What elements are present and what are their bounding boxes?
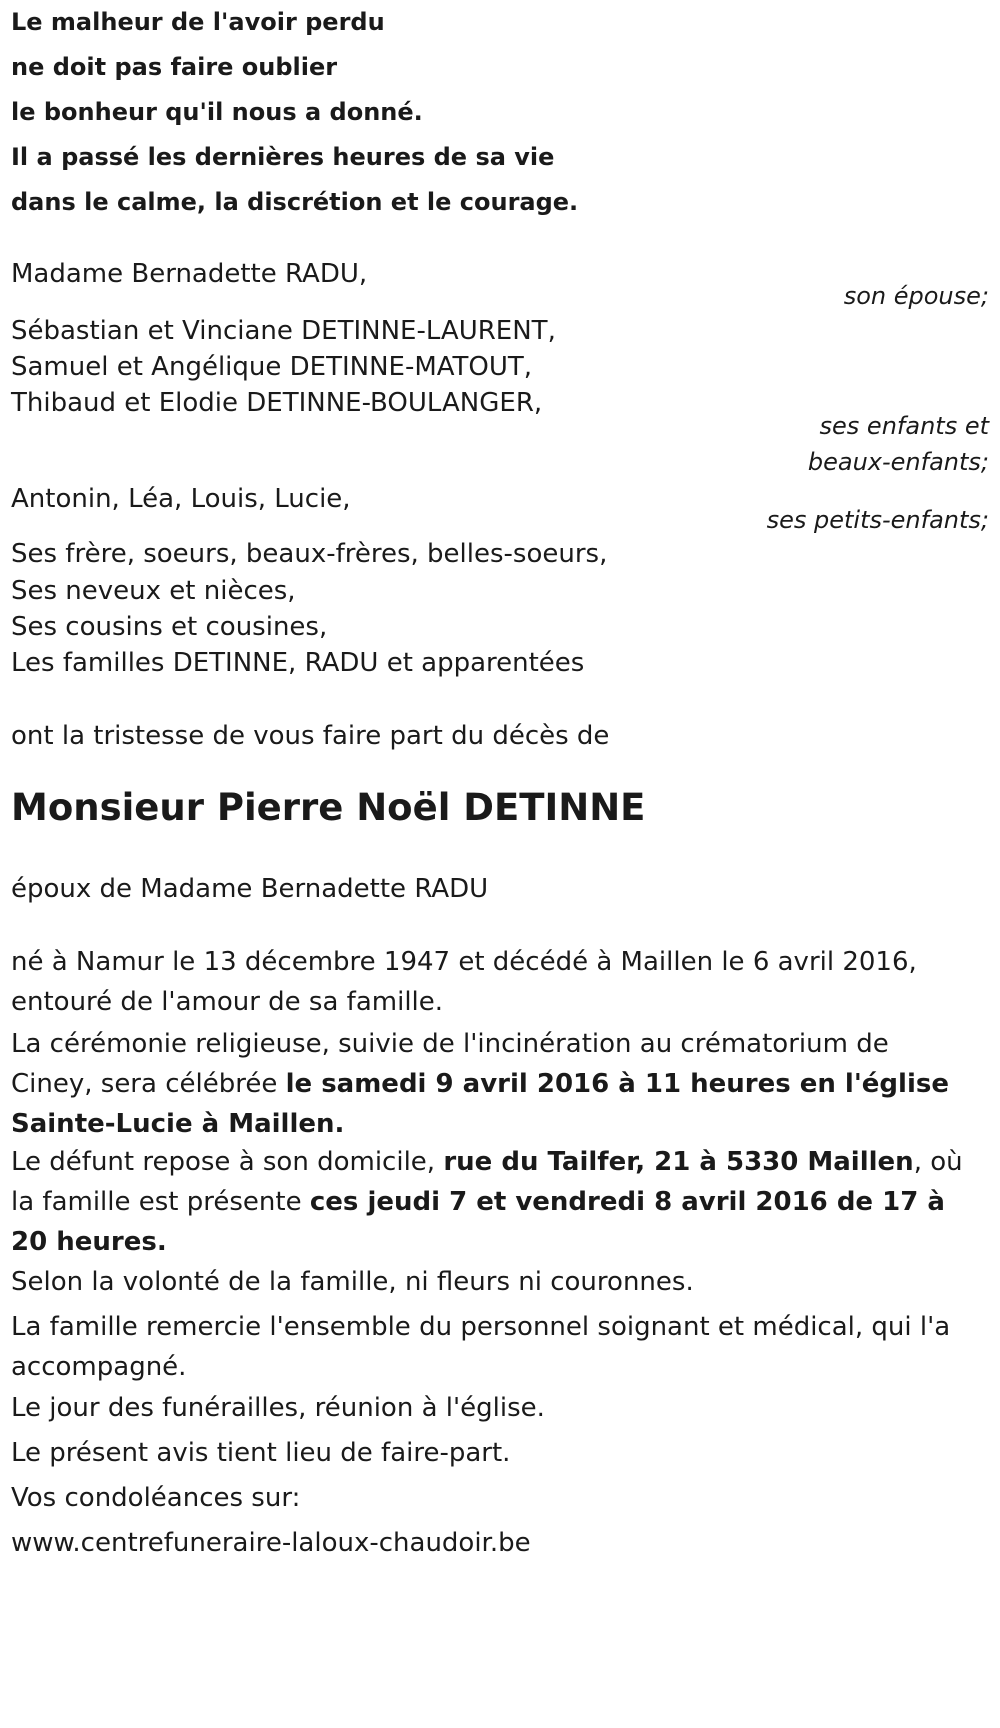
poem-line-2: ne doit pas faire oublier (11, 53, 338, 81)
spouse-name: Madame Bernadette RADU, (11, 259, 368, 289)
poem-line-1: Le malheur de l'avoir perdu (11, 8, 385, 36)
deceased-name: Monsieur Pierre Noël DETINNE (11, 786, 646, 829)
child-1: Sébastian et Vinciane DETINNE-LAURENT, (11, 316, 556, 346)
ceremony-date-place: le samedi 9 avril 2016 à 11 heures en l'église Sainte-Lucie à Maillen. (11, 1069, 949, 1139)
announcement: ont la tristesse de vous faire part du décès de (11, 721, 610, 751)
relatives-3: Ses cousins et cousines, (11, 612, 328, 642)
relatives-4: Les familles DETINNE, RADU et apparentées (11, 648, 585, 678)
thanks-paragraph: La famille remercie l'ensemble du personnel soignant et médical, qui l'a accompagné. (11, 1312, 951, 1382)
poem-line-3: le bonheur qu'il nous a donné. (11, 98, 423, 126)
birth-death-paragraph: né à Namur le 13 décembre 1947 et décédé à Maillen le 6 avril 2016, entouré de l'amour de sa famille. (11, 947, 917, 1017)
ceremony-paragraph (11, 1024, 976, 1144)
website-link[interactable]: www.centrefuneraire-laloux-chaudoir.be (11, 1528, 531, 1558)
poem-line-4: Il a passé les dernières heures de sa vie (11, 143, 555, 171)
repose-paragraph (11, 1142, 976, 1262)
poem-line-5: dans le calme, la discrétion et le courage. (11, 188, 579, 216)
repose-text: Le défunt repose à son domicile, (11, 1147, 444, 1177)
grandchildren-role: ses petits-enfants; (766, 506, 989, 534)
spouse-line: époux de Madame Bernadette RADU (11, 874, 489, 904)
children-role-2: beaux-enfants; (807, 448, 989, 476)
notice-paragraph: Le présent avis tient lieu de faire-part. (11, 1438, 511, 1468)
repose-times: ces jeudi 7 et vendredi 8 avril 2016 de 17 à 20 heures. (11, 1187, 945, 1257)
grandchildren: Antonin, Léa, Louis, Lucie, (11, 484, 351, 514)
relatives-1: Ses frère, soeurs, beaux-frères, belles-soeurs, (11, 539, 608, 569)
repose-text-2: , où la famille est présente (11, 1147, 963, 1217)
child-3: Thibaud et Elodie DETINNE-BOULANGER, (11, 388, 543, 418)
repose-address: rue du Tailfer, 21 à 5330 Maillen (443, 1147, 914, 1177)
flowers-paragraph: Selon la volonté de la famille, ni fleurs ni couronnes. (11, 1267, 694, 1297)
condolences-label: Vos condoléances sur: (11, 1483, 301, 1513)
meeting-paragraph: Le jour des funérailles, réunion à l'église. (11, 1393, 545, 1423)
spouse-role: son épouse; (843, 282, 989, 310)
children-role-1: ses enfants et (819, 412, 989, 440)
child-2: Samuel et Angélique DETINNE-MATOUT, (11, 352, 533, 382)
relatives-2: Ses neveux et nièces, (11, 576, 296, 606)
ceremony-text: La cérémonie religieuse, suivie de l'incinération au crématorium de Ciney, sera célébrée (11, 1029, 889, 1099)
